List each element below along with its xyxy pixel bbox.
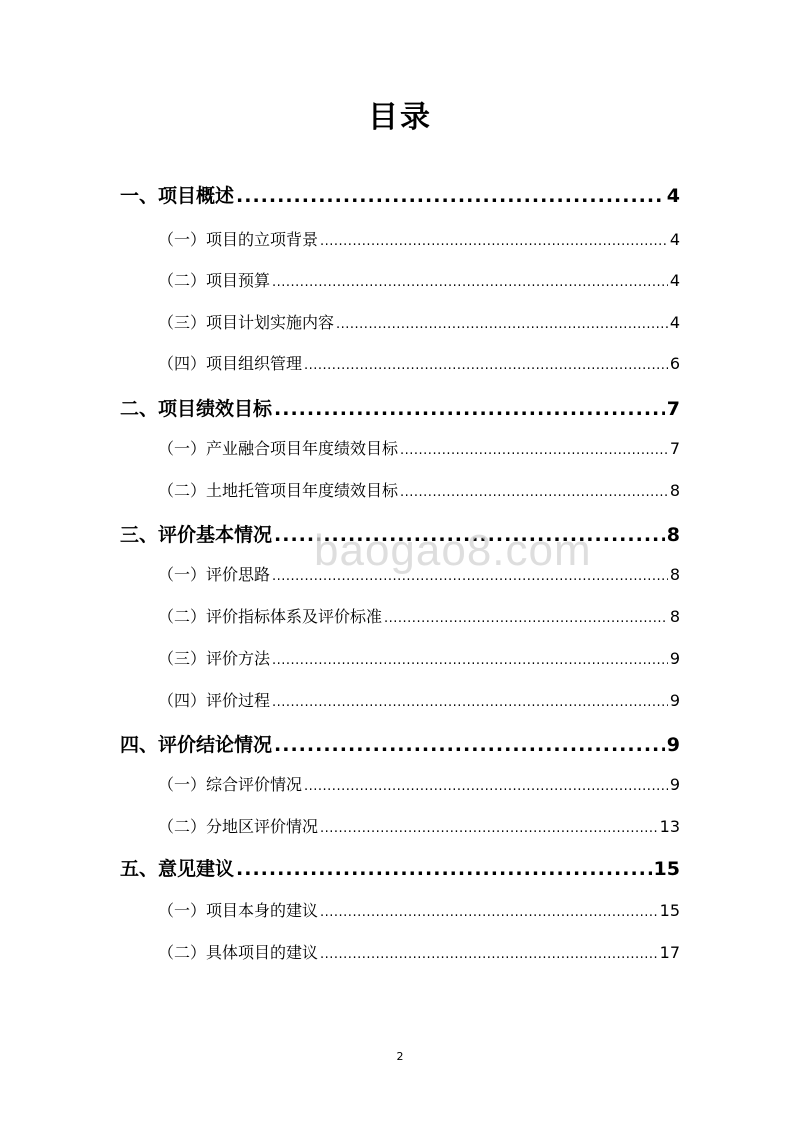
toc-leader-dots bbox=[272, 653, 668, 668]
page-number: 2 bbox=[396, 1050, 404, 1063]
toc-entry-label: 二、项目绩效目标 bbox=[120, 398, 273, 420]
toc-entry-5-1[interactable] bbox=[158, 898, 680, 921]
toc-entry-page: 4 bbox=[669, 230, 680, 249]
toc-entry-page: 9 bbox=[666, 734, 680, 756]
toc-entry-section-2[interactable] bbox=[120, 394, 680, 421]
toc-leader-dots bbox=[274, 398, 665, 420]
toc-entry-label: （一）项目本身的建议 bbox=[158, 901, 319, 920]
toc-entry-label: （二）分地区评价情况 bbox=[158, 817, 319, 836]
toc-entry-1-4[interactable] bbox=[158, 351, 680, 374]
toc-entry-page: 8 bbox=[669, 565, 680, 584]
toc-entry-1-2[interactable] bbox=[158, 268, 680, 291]
toc-entry-label: （三）项目计划实施内容 bbox=[158, 313, 335, 332]
toc-entry-label: 三、评价基本情况 bbox=[120, 524, 273, 546]
toc-leader-dots bbox=[400, 443, 668, 458]
toc-entry-page: 7 bbox=[666, 398, 680, 420]
toc-leader-dots bbox=[320, 821, 658, 836]
toc-entry-label: （四）项目组织管理 bbox=[158, 354, 303, 373]
toc-leader-dots bbox=[320, 234, 668, 249]
watermark: baogao8.com bbox=[314, 526, 592, 575]
toc-leader-dots bbox=[400, 485, 668, 500]
toc-leader-dots bbox=[274, 734, 665, 756]
toc-entry-page: 8 bbox=[666, 524, 680, 546]
toc-entry-page: 4 bbox=[669, 271, 680, 290]
toc-title: 目录 bbox=[368, 100, 432, 135]
toc-entry-label: 一、项目概述 bbox=[120, 185, 235, 207]
toc-entry-label: （三）评价方法 bbox=[158, 649, 271, 668]
toc-entry-label: （一）产业融合项目年度绩效目标 bbox=[158, 439, 399, 458]
toc-entry-page: 9 bbox=[669, 691, 680, 710]
toc-entry-3-3[interactable] bbox=[158, 646, 680, 669]
toc-entry-2-1[interactable] bbox=[158, 436, 680, 459]
toc-leader-dots bbox=[304, 358, 668, 373]
toc-entry-page: 4 bbox=[666, 185, 680, 207]
toc-entry-page: 9 bbox=[669, 649, 680, 668]
toc-entry-page: 7 bbox=[669, 439, 680, 458]
toc-entry-4-1[interactable] bbox=[158, 772, 680, 795]
toc-leader-dots bbox=[236, 185, 665, 207]
toc-entry-label: （二）土地托管项目年度绩效目标 bbox=[158, 481, 399, 500]
toc-leader-dots bbox=[320, 905, 658, 920]
toc-leader-dots bbox=[272, 695, 668, 710]
toc-entry-label: 四、评价结论情况 bbox=[120, 734, 273, 756]
toc-entry-3-4[interactable] bbox=[158, 688, 680, 711]
toc-entry-page: 6 bbox=[669, 354, 680, 373]
toc-entry-label: （四）评价过程 bbox=[158, 691, 271, 710]
toc-entry-2-2[interactable] bbox=[158, 478, 680, 501]
toc-entry-label: （二）评价指标体系及评价标准 bbox=[158, 607, 383, 626]
toc-entry-section-1[interactable] bbox=[120, 181, 680, 208]
toc-entry-page: 17 bbox=[659, 943, 680, 962]
toc-entry-label: 五、意见建议 bbox=[120, 858, 235, 880]
toc-entry-page: 8 bbox=[669, 481, 680, 500]
toc-entry-1-3[interactable] bbox=[158, 310, 680, 333]
toc-entry-section-4[interactable] bbox=[120, 730, 680, 757]
toc-leader-dots bbox=[320, 947, 658, 962]
toc-entry-label: （二）项目预算 bbox=[158, 271, 271, 290]
toc-leader-dots bbox=[272, 275, 668, 290]
toc-entry-page: 15 bbox=[659, 901, 680, 920]
toc-entry-label: （一）综合评价情况 bbox=[158, 775, 303, 794]
toc-leader-dots bbox=[336, 317, 668, 332]
toc-leader-dots bbox=[236, 858, 652, 880]
toc-entry-1-1[interactable] bbox=[158, 227, 680, 250]
toc-leader-dots bbox=[304, 779, 668, 794]
toc-entry-page: 15 bbox=[653, 858, 680, 880]
toc-entry-page: 4 bbox=[669, 313, 680, 332]
toc-entry-page: 8 bbox=[669, 607, 680, 626]
toc-entry-section-5[interactable] bbox=[120, 854, 680, 881]
toc-entry-page: 13 bbox=[659, 817, 680, 836]
toc-entry-4-2[interactable] bbox=[158, 814, 680, 837]
toc-entry-label: （二）具体项目的建议 bbox=[158, 943, 319, 962]
toc-entry-5-2[interactable] bbox=[158, 940, 680, 963]
toc-entry-label: （一）评价思路 bbox=[158, 565, 271, 584]
toc-entry-3-2[interactable] bbox=[158, 604, 680, 627]
toc-leader-dots bbox=[384, 611, 668, 626]
toc-entry-page: 9 bbox=[669, 775, 680, 794]
toc-entry-label: （一）项目的立项背景 bbox=[158, 230, 319, 249]
